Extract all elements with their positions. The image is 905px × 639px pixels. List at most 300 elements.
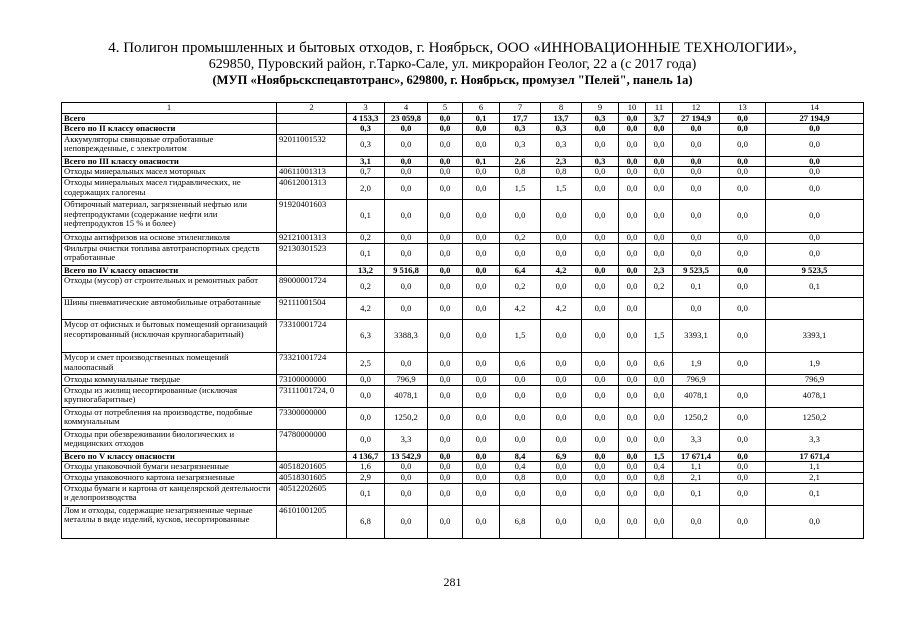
waste-code-cell [277, 451, 347, 462]
waste-name-cell: Фильтры очистки топлива автотранспортных средств отработанные [62, 243, 277, 265]
value-cell: 0,0 [541, 276, 582, 298]
value-cell: 2,9 [347, 472, 385, 483]
value-cell: 0,0 [619, 177, 646, 199]
value-cell: 0,0 [463, 177, 500, 199]
waste-code-cell [277, 113, 347, 124]
table-row [62, 462, 864, 473]
value-cell: 0,0 [428, 265, 463, 276]
waste-code-cell: 73310001724 [277, 320, 347, 353]
waste-table [61, 102, 864, 539]
value-cell: 796,9 [673, 375, 720, 386]
value-cell: 27 194,9 [766, 113, 864, 124]
value-cell: 0,0 [720, 232, 766, 243]
value-cell: 4,2 [541, 265, 582, 276]
value-cell: 0,0 [428, 167, 463, 178]
value-cell: 0,0 [582, 407, 619, 429]
value-cell: 0,4 [646, 462, 673, 473]
value-cell: 1,5 [541, 177, 582, 199]
value-cell: 0,0 [720, 407, 766, 429]
value-cell: 0,1 [347, 243, 385, 265]
value-cell: 0,0 [619, 483, 646, 505]
value-cell: 0,0 [720, 298, 766, 320]
value-cell: 0,0 [619, 276, 646, 298]
waste-name-cell: Отходы антифризов на основе этиленгликоля [62, 232, 277, 243]
value-cell: 1250,2 [766, 407, 864, 429]
waste-name-cell: Всего по III классу опасности [62, 156, 277, 167]
value-cell: 0,0 [720, 199, 766, 232]
value-cell: 6,9 [541, 451, 582, 462]
value-cell: 0,0 [766, 505, 864, 538]
value-cell: 0,0 [646, 243, 673, 265]
value-cell: 0,0 [673, 134, 720, 156]
value-cell: 0,0 [720, 265, 766, 276]
value-cell: 0,0 [385, 298, 428, 320]
table-row [62, 472, 864, 483]
value-cell: 0,0 [463, 451, 500, 462]
value-cell: 0,0 [619, 407, 646, 429]
value-cell: 0,0 [428, 375, 463, 386]
value-cell: 0,0 [619, 385, 646, 407]
table-row [62, 276, 864, 298]
value-cell: 6,4 [500, 265, 541, 276]
value-cell: 1,9 [673, 353, 720, 375]
value-cell: 0,0 [673, 199, 720, 232]
value-cell: 0,0 [428, 385, 463, 407]
value-cell: 0,0 [463, 483, 500, 505]
value-cell: 0,0 [766, 134, 864, 156]
table-total-row [62, 265, 864, 276]
waste-name-cell: Мусор и смет производственных помещений малоопасный [62, 353, 277, 375]
value-cell: 0,0 [619, 353, 646, 375]
waste-code-cell: 73321001724 [277, 353, 347, 375]
value-cell: 0,0 [619, 375, 646, 386]
value-cell: 0,0 [428, 505, 463, 538]
table-total-row [62, 451, 864, 462]
value-cell: 0,0 [385, 156, 428, 167]
waste-name-cell: Отходы минеральных масел гидравлических, не содержащих галогены [62, 177, 277, 199]
value-cell [720, 375, 766, 386]
value-cell: 9 523,5 [766, 265, 864, 276]
value-cell: 0,3 [347, 134, 385, 156]
value-cell: 0,0 [619, 199, 646, 232]
value-cell: 0,0 [385, 177, 428, 199]
value-cell: 2,3 [646, 265, 673, 276]
value-cell: 0,0 [463, 167, 500, 178]
waste-name-cell: Мусор от офисных и бытовых помещений организаций несортированный (исключая крупногабаритный) [62, 320, 277, 353]
value-cell: 0,0 [385, 167, 428, 178]
value-cell: 0,0 [720, 243, 766, 265]
value-cell: 0,0 [428, 134, 463, 156]
value-cell: 0,0 [720, 124, 766, 135]
value-cell: 6,8 [347, 505, 385, 538]
value-cell: 0,0 [385, 276, 428, 298]
value-cell: 0,0 [385, 483, 428, 505]
value-cell: 0,0 [428, 243, 463, 265]
value-cell: 0,0 [582, 265, 619, 276]
value-cell: 0,0 [766, 124, 864, 135]
value-cell: 1,1 [673, 462, 720, 473]
page-number: 281 [443, 575, 462, 589]
table-row [62, 429, 864, 451]
value-cell: 0,0 [673, 177, 720, 199]
value-cell: 2,1 [673, 472, 720, 483]
value-cell: 0,0 [428, 451, 463, 462]
table-row [62, 232, 864, 243]
waste-name-cell: Отходы упаковочной бумаги незагрязненные [62, 462, 277, 473]
table-row [62, 243, 864, 265]
value-cell: 0,0 [582, 124, 619, 135]
table-row [62, 353, 864, 375]
value-cell: 0,0 [500, 483, 541, 505]
value-cell: 0,6 [646, 353, 673, 375]
waste-code-cell: 40512202605 [277, 483, 347, 505]
value-cell: 0,0 [582, 375, 619, 386]
value-cell: 0,3 [541, 124, 582, 135]
value-cell: 0,0 [619, 265, 646, 276]
waste-name-cell: Отходы (мусор) от строительных и ремонтных работ [62, 276, 277, 298]
value-cell: 0,0 [541, 353, 582, 375]
value-cell: 13,2 [347, 265, 385, 276]
document-title-line2: 629850, Пуровский район, г.Тарко-Сале, ул. микрорайон Геолог, 22 а (с 2017 года) [208, 57, 697, 72]
value-cell: 0,0 [500, 243, 541, 265]
value-cell: 0,0 [385, 134, 428, 156]
value-cell: 0,2 [646, 276, 673, 298]
value-cell: 2,1 [766, 472, 864, 483]
value-cell: 0,0 [582, 232, 619, 243]
value-cell: 1,5 [646, 451, 673, 462]
value-cell: 0,0 [619, 451, 646, 462]
value-cell: 0,0 [385, 505, 428, 538]
value-cell: 4078,1 [766, 385, 864, 407]
waste-name-cell: Всего по II классу опасности [62, 124, 277, 135]
value-cell: 0,0 [428, 199, 463, 232]
waste-code-cell: 46101001205 [277, 505, 347, 538]
value-cell: 0,0 [582, 167, 619, 178]
value-cell: 0,0 [463, 462, 500, 473]
column-number: 7 [500, 103, 541, 114]
value-cell: 0,1 [766, 483, 864, 505]
waste-code-cell: 89000001724 [277, 276, 347, 298]
column-number: 13 [720, 103, 766, 114]
value-cell: 0,0 [673, 156, 720, 167]
value-cell: 0,0 [582, 177, 619, 199]
waste-code-cell: 40518201605 [277, 462, 347, 473]
value-cell: 0,0 [720, 167, 766, 178]
value-cell: 0,0 [463, 353, 500, 375]
value-cell: 0,0 [619, 134, 646, 156]
column-number-row [62, 103, 864, 114]
value-cell: 0,0 [500, 407, 541, 429]
value-cell: 0,0 [463, 429, 500, 451]
value-cell: 1,1 [766, 462, 864, 473]
waste-code-cell: 73100000000 [277, 375, 347, 386]
value-cell: 0,0 [582, 385, 619, 407]
value-cell: 1250,2 [385, 407, 428, 429]
value-cell: 0,0 [541, 429, 582, 451]
value-cell: 0,0 [673, 243, 720, 265]
value-cell: 0,8 [500, 167, 541, 178]
value-cell: 1,5 [646, 320, 673, 353]
column-number: 6 [463, 103, 500, 114]
value-cell: 0,0 [463, 134, 500, 156]
value-cell: 0,0 [673, 167, 720, 178]
value-cell: 0,0 [385, 243, 428, 265]
value-cell: 0,0 [619, 429, 646, 451]
value-cell: 0,0 [673, 124, 720, 135]
value-cell: 0,0 [673, 298, 720, 320]
waste-code-cell [277, 265, 347, 276]
value-cell: 0,0 [646, 199, 673, 232]
value-cell: 0,0 [428, 298, 463, 320]
table-row [62, 407, 864, 429]
value-cell: 0,3 [347, 124, 385, 135]
document-title-line3: (МУП «Ноябрьскспецавтотранс», 629800, г. Ноябрьск, промузел "Пелей", панель 1а) [212, 73, 693, 87]
value-cell: 0,0 [428, 353, 463, 375]
value-cell: 0,0 [463, 243, 500, 265]
column-number: 4 [385, 103, 428, 114]
value-cell: 0,0 [619, 113, 646, 124]
value-cell: 4,2 [541, 298, 582, 320]
waste-name-cell: Лом и отходы, содержащие незагрязненные черные металлы в виде изделий, кусков, несортированные [62, 505, 277, 538]
value-cell: 0,0 [720, 451, 766, 462]
value-cell: 0,7 [347, 167, 385, 178]
value-cell: 0,0 [582, 134, 619, 156]
value-cell: 0,0 [582, 353, 619, 375]
value-cell: 0,0 [385, 472, 428, 483]
value-cell: 0,0 [720, 472, 766, 483]
value-cell: 0,0 [619, 320, 646, 353]
value-cell: 0,0 [766, 232, 864, 243]
waste-code-cell [277, 156, 347, 167]
waste-code-cell: 40611001313 [277, 167, 347, 178]
waste-name-cell: Отходы бумаги и картона от канцелярской деятельности и делопроизводства [62, 483, 277, 505]
value-cell: 0,0 [766, 199, 864, 232]
value-cell: 0,0 [720, 113, 766, 124]
value-cell: 0,0 [428, 124, 463, 135]
value-cell: 2,0 [347, 177, 385, 199]
value-cell: 0,0 [619, 156, 646, 167]
value-cell: 0,0 [500, 375, 541, 386]
value-cell: 0,0 [500, 199, 541, 232]
value-cell: 0,0 [541, 472, 582, 483]
value-cell: 3,3 [766, 429, 864, 451]
value-cell: 0,0 [428, 472, 463, 483]
waste-name-cell: Отходы упаковочного картона незагрязненные [62, 472, 277, 483]
waste-name-cell: Отходы от потребления на производстве, подобные коммунальным [62, 407, 277, 429]
value-cell: 0,2 [347, 232, 385, 243]
waste-code-cell [277, 124, 347, 135]
value-cell: 0,1 [673, 276, 720, 298]
value-cell: 0,0 [720, 462, 766, 473]
value-cell: 0,0 [720, 483, 766, 505]
table-row [62, 177, 864, 199]
waste-name-cell: Отходы при обезвреживании биологических и медицинских отходов [62, 429, 277, 451]
value-cell: 0,4 [500, 462, 541, 473]
value-cell: 0,0 [619, 472, 646, 483]
value-cell: 0,0 [463, 298, 500, 320]
value-cell: 0,0 [720, 276, 766, 298]
waste-name-cell: Всего [62, 113, 277, 124]
value-cell: 1,6 [347, 462, 385, 473]
value-cell: 0,0 [582, 483, 619, 505]
value-cell: 0,0 [720, 177, 766, 199]
waste-code-cell: 92121001313 [277, 232, 347, 243]
table-total-row [62, 124, 864, 135]
value-cell: 0,0 [646, 167, 673, 178]
value-cell [766, 298, 864, 320]
waste-name-cell: Всего по IV классу опасности [62, 265, 277, 276]
waste-code-cell: 74780000000 [277, 429, 347, 451]
value-cell: 0,0 [385, 124, 428, 135]
value-cell: 0,8 [541, 167, 582, 178]
value-cell: 0,8 [646, 472, 673, 483]
value-cell: 0,0 [385, 462, 428, 473]
value-cell: 0,0 [385, 353, 428, 375]
value-cell: 0,0 [463, 472, 500, 483]
value-cell: 0,0 [541, 385, 582, 407]
value-cell: 796,9 [385, 375, 428, 386]
value-cell: 0,0 [582, 505, 619, 538]
value-cell: 0,0 [582, 462, 619, 473]
column-number: 5 [428, 103, 463, 114]
value-cell: 0,0 [347, 375, 385, 386]
table-row [62, 298, 864, 320]
value-cell: 27 194,9 [673, 113, 720, 124]
waste-name-cell: Отходы из жилищ несортированные (исключая крупногабаритные) [62, 385, 277, 407]
value-cell: 0,0 [619, 462, 646, 473]
table-row [62, 134, 864, 156]
value-cell: 0,0 [673, 505, 720, 538]
value-cell: 0,0 [428, 407, 463, 429]
waste-code-cell: 40612001313 [277, 177, 347, 199]
value-cell [646, 298, 673, 320]
value-cell: 9 516,8 [385, 265, 428, 276]
table-row [62, 199, 864, 232]
value-cell: 0,0 [541, 199, 582, 232]
value-cell: 0,0 [541, 375, 582, 386]
value-cell: 4078,1 [673, 385, 720, 407]
waste-name-cell: Отходы минеральных масел моторных [62, 167, 277, 178]
value-cell: 0,0 [463, 385, 500, 407]
value-cell: 0,0 [673, 232, 720, 243]
table-row [62, 375, 864, 386]
value-cell: 0,0 [720, 320, 766, 353]
value-cell: 0,0 [720, 353, 766, 375]
value-cell: 0,0 [766, 167, 864, 178]
value-cell: 0,0 [428, 429, 463, 451]
value-cell: 2,3 [541, 156, 582, 167]
value-cell: 0,0 [463, 320, 500, 353]
value-cell: 0,0 [428, 177, 463, 199]
value-cell: 3393,1 [673, 320, 720, 353]
value-cell: 0,0 [582, 320, 619, 353]
value-cell: 0,1 [347, 199, 385, 232]
table-row [62, 385, 864, 407]
value-cell: 0,0 [347, 385, 385, 407]
value-cell: 0,0 [428, 320, 463, 353]
column-number: 10 [619, 103, 646, 114]
value-cell: 0,0 [500, 385, 541, 407]
value-cell: 0,0 [541, 505, 582, 538]
waste-code-cell: 92011001532 [277, 134, 347, 156]
value-cell: 0,0 [646, 407, 673, 429]
value-cell: 0,3 [500, 124, 541, 135]
value-cell: 3,7 [646, 113, 673, 124]
waste-name-cell: Всего по V классу опасности [62, 451, 277, 462]
value-cell: 3,3 [673, 429, 720, 451]
value-cell: 2,5 [347, 353, 385, 375]
value-cell: 9 523,5 [673, 265, 720, 276]
value-cell: 0,0 [463, 199, 500, 232]
value-cell: 0,0 [646, 156, 673, 167]
value-cell: 0,0 [582, 429, 619, 451]
waste-name-cell: Отходы коммунальные твердые [62, 375, 277, 386]
value-cell: 0,0 [385, 199, 428, 232]
value-cell: 0,0 [619, 243, 646, 265]
value-cell: 0,1 [463, 156, 500, 167]
value-cell: 0,0 [541, 320, 582, 353]
waste-code-cell: 92111001504 [277, 298, 347, 320]
value-cell: 0,0 [720, 156, 766, 167]
value-cell: 6,8 [500, 505, 541, 538]
value-cell: 1,5 [500, 320, 541, 353]
value-cell: 0,6 [500, 353, 541, 375]
value-cell: 17,7 [500, 113, 541, 124]
column-number: 8 [541, 103, 582, 114]
value-cell: 0,0 [646, 483, 673, 505]
value-cell: 0,0 [766, 156, 864, 167]
value-cell: 3,1 [347, 156, 385, 167]
value-cell: 1250,2 [673, 407, 720, 429]
table-row [62, 167, 864, 178]
value-cell: 4 136,7 [347, 451, 385, 462]
waste-code-cell: 40518301605 [277, 472, 347, 483]
value-cell: 0,0 [646, 134, 673, 156]
document-header [0, 40, 905, 88]
value-cell: 0,3 [582, 156, 619, 167]
table-row [62, 483, 864, 505]
value-cell: 0,0 [766, 243, 864, 265]
value-cell: 0,0 [582, 199, 619, 232]
column-number: 14 [766, 103, 864, 114]
value-cell: 0,0 [463, 276, 500, 298]
value-cell: 0,2 [500, 276, 541, 298]
value-cell: 0,0 [582, 276, 619, 298]
waste-code-cell: 91920401603 [277, 199, 347, 232]
value-cell: 0,0 [646, 177, 673, 199]
value-cell: 0,0 [720, 134, 766, 156]
value-cell: 2,6 [500, 156, 541, 167]
value-cell: 0,0 [428, 276, 463, 298]
value-cell: 17 671,4 [673, 451, 720, 462]
column-number: 1 [62, 103, 277, 114]
value-cell: 0,3 [582, 113, 619, 124]
value-cell: 0,2 [500, 232, 541, 243]
column-number: 3 [347, 103, 385, 114]
value-cell: 0,0 [428, 483, 463, 505]
value-cell: 17 671,4 [766, 451, 864, 462]
value-cell: 0,0 [619, 505, 646, 538]
column-number: 9 [582, 103, 619, 114]
value-cell: 0,0 [347, 429, 385, 451]
value-cell: 6,3 [347, 320, 385, 353]
value-cell: 3,3 [385, 429, 428, 451]
value-cell: 0,0 [646, 505, 673, 538]
waste-code-cell: 92130301523 [277, 243, 347, 265]
value-cell: 0,0 [646, 375, 673, 386]
value-cell: 0,3 [500, 134, 541, 156]
column-number: 11 [646, 103, 673, 114]
